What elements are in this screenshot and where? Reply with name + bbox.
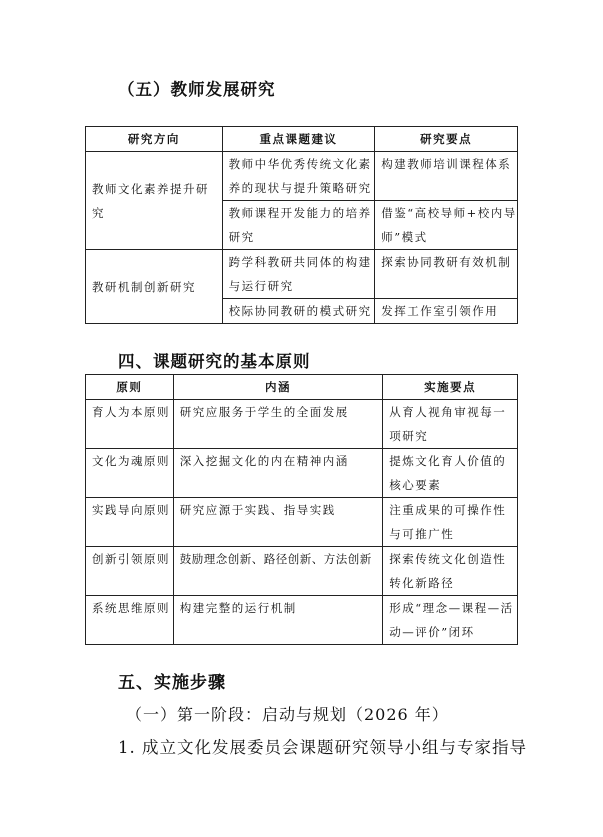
table-row	[86, 547, 518, 596]
points-cell: 提炼文化育人价值的核心要素	[383, 449, 518, 498]
section-heading-principles: 四、课题研究的基本原则	[118, 352, 311, 371]
points-cell: 注重成果的可操作性与可推广性	[383, 498, 518, 547]
meaning-cell: 研究应服务于学生的全面发展	[173, 400, 382, 449]
meaning-cell: 鼓励理念创新、路径创新、方法创新	[173, 547, 382, 596]
column-header: 内涵	[173, 375, 382, 400]
table-row	[86, 250, 518, 299]
points-cell: 从育人视角审视每一项研究	[383, 400, 518, 449]
direction-cell: 教研机制创新研究	[86, 250, 223, 324]
column-header: 研究方向	[86, 127, 223, 152]
section-heading-steps: 五、实施步骤	[118, 673, 226, 693]
topic-cell: 跨学科教研共同体的构建与运行研究	[222, 250, 375, 299]
column-header: 研究要点	[375, 127, 518, 152]
teacher-development-table	[85, 126, 518, 324]
meaning-cell: 深入挖掘文化的内在精神内涵	[173, 449, 382, 498]
stage-one-heading: （一）第一阶段：启动与规划（2026 年）	[126, 705, 449, 724]
column-header: 原则	[86, 375, 174, 400]
table-row	[86, 152, 518, 201]
topic-cell: 教师中华优秀传统文化素养的现状与提升策略研究	[222, 152, 375, 201]
section-heading-teacher-development: （五）教师发展研究	[118, 80, 276, 99]
table-row	[86, 400, 518, 449]
points-cell: 借鉴“高校导师+校内导师”模式	[375, 201, 518, 250]
points-cell: 构建教师培训课程体系	[375, 152, 518, 201]
principle-cell: 创新引领原则	[86, 547, 174, 596]
table-row	[86, 498, 518, 547]
points-cell: 形成“理念—课程—活动—评价”闭环	[383, 596, 518, 645]
step-item-one: 1. 成立文化发展委员会课题研究领导小组与专家指导	[118, 738, 527, 757]
table-header-row	[86, 127, 518, 152]
principle-cell: 系统思维原则	[86, 596, 174, 645]
table-header-row	[86, 375, 518, 400]
table-row	[86, 449, 518, 498]
principle-cell: 文化为魂原则	[86, 449, 174, 498]
column-header: 实施要点	[383, 375, 518, 400]
direction-cell: 教师文化素养提升研究	[86, 152, 223, 250]
topic-cell: 校际协同教研的模式研究	[222, 299, 375, 324]
meaning-cell: 构建完整的运行机制	[173, 596, 382, 645]
meaning-cell: 研究应源于实践、指导实践	[173, 498, 382, 547]
topic-cell: 教师课程开发能力的培养研究	[222, 201, 375, 250]
principle-cell: 育人为本原则	[86, 400, 174, 449]
points-cell: 探索传统文化创造性转化新路径	[383, 547, 518, 596]
points-cell: 探索协同教研有效机制	[375, 250, 518, 299]
principles-table	[85, 374, 518, 645]
table-row	[86, 596, 518, 645]
column-header: 重点课题建议	[222, 127, 375, 152]
points-cell: 发挥工作室引领作用	[375, 299, 518, 324]
principle-cell: 实践导向原则	[86, 498, 174, 547]
